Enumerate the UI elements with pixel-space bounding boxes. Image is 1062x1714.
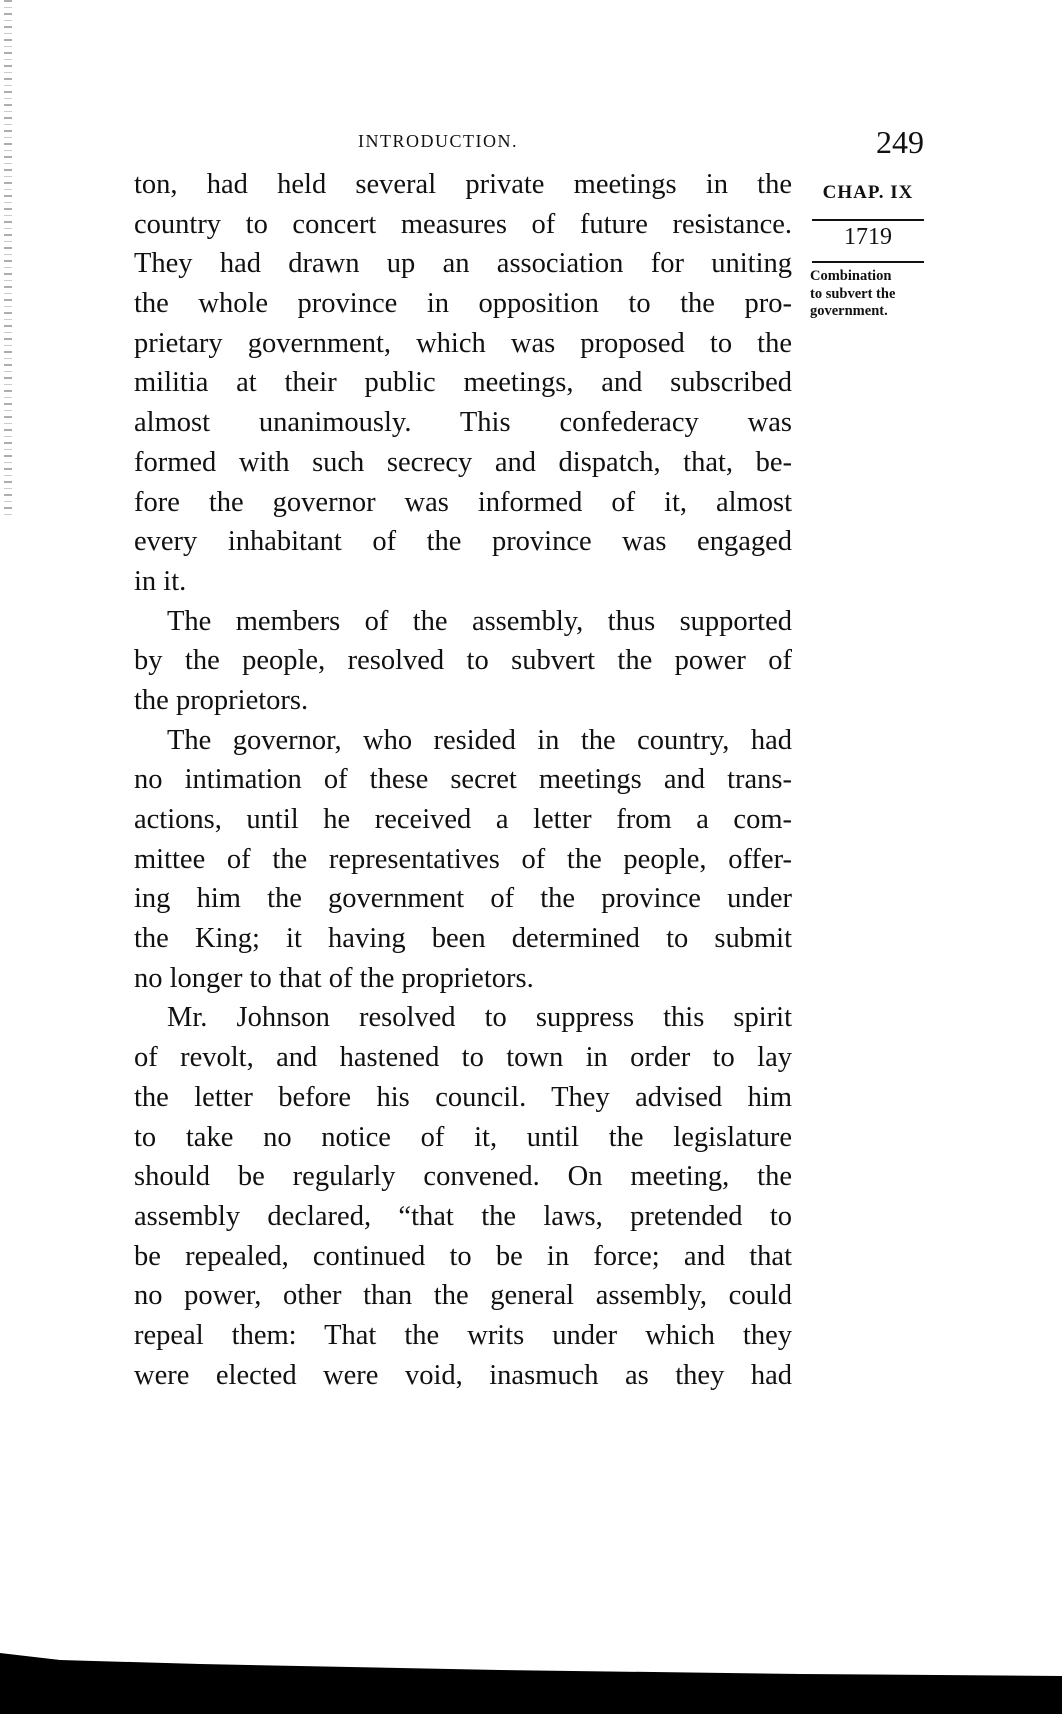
margin-rule — [812, 261, 924, 263]
text-line: every inhabitant of the province was engaged — [134, 526, 792, 558]
text-line: repeal them: That the writs under which they — [134, 1319, 792, 1351]
text-line: mittee of the representatives of the people, offer- — [134, 843, 792, 875]
margin-rule — [812, 219, 924, 221]
text-line: formed with such secrecy and dispatch, that, be- — [134, 446, 792, 478]
text-line: were elected were void, inasmuch as they had — [134, 1359, 792, 1391]
text-line: They had drawn up an association for uniting — [134, 248, 792, 280]
text-line: assembly declared, “that the laws, pretended to — [134, 1200, 792, 1232]
text-line: fore the governor was informed of it, almost — [134, 486, 792, 518]
text-line: by the people, resolved to subvert the power of — [134, 645, 792, 677]
margin-note-line: Combination — [810, 268, 892, 284]
text-line: militia at their public meetings, and subscribed — [134, 367, 792, 399]
margin-note-line: government. — [810, 303, 888, 319]
text-line: the King; it having been determined to submit — [134, 923, 792, 955]
text-line: the letter before his council. They advised him — [134, 1081, 792, 1113]
text-line: no power, other than the general assembly, could — [134, 1280, 792, 1312]
text-line: The governor, who resided in the country, had — [167, 724, 792, 756]
text-line: should be regularly convened. On meeting, the — [134, 1161, 792, 1193]
text-line: of revolt, and hastened to town in order to lay — [134, 1042, 792, 1074]
text-line: ing him the government of the province under — [134, 883, 792, 915]
text-line: no intimation of these secret meetings and trans- — [134, 764, 792, 796]
text-line: The members of the assembly, thus supported — [167, 605, 792, 637]
text-line: be repealed, continued to be in force; and that — [134, 1240, 792, 1272]
margin-note-line: to subvert the — [810, 285, 896, 302]
page-number: 249 — [876, 124, 924, 160]
text-line: to take no notice of it, until the legislature — [134, 1121, 792, 1153]
text-line: in it. — [134, 565, 187, 597]
text-line: ton, had held several private meetings in the — [134, 169, 792, 200]
text-line: no longer to that of the proprietors. — [134, 962, 534, 994]
text-line: almost unanimously. This confederacy was — [134, 407, 792, 439]
text-line: the whole province in opposition to the pro- — [134, 288, 792, 320]
text-line: country to concert measures of future resistance. — [134, 208, 792, 240]
text-line: actions, until he received a letter from a com- — [134, 804, 792, 835]
body-text — [134, 165, 792, 1395]
margin-note — [810, 268, 895, 321]
running-head: INTRODUCTION. — [358, 131, 518, 151]
text-line: prietary government, which was proposed to the — [134, 327, 792, 359]
margin-year: 1719 — [844, 224, 892, 250]
text-line: the proprietors. — [134, 684, 309, 716]
scan-bottom-shadow — [0, 1640, 1062, 1714]
chapter-label: CHAP. IX — [822, 182, 914, 203]
scan-edge-speckle — [4, 0, 12, 520]
text-line: Mr. Johnson resolved to suppress this spirit — [167, 1002, 792, 1034]
